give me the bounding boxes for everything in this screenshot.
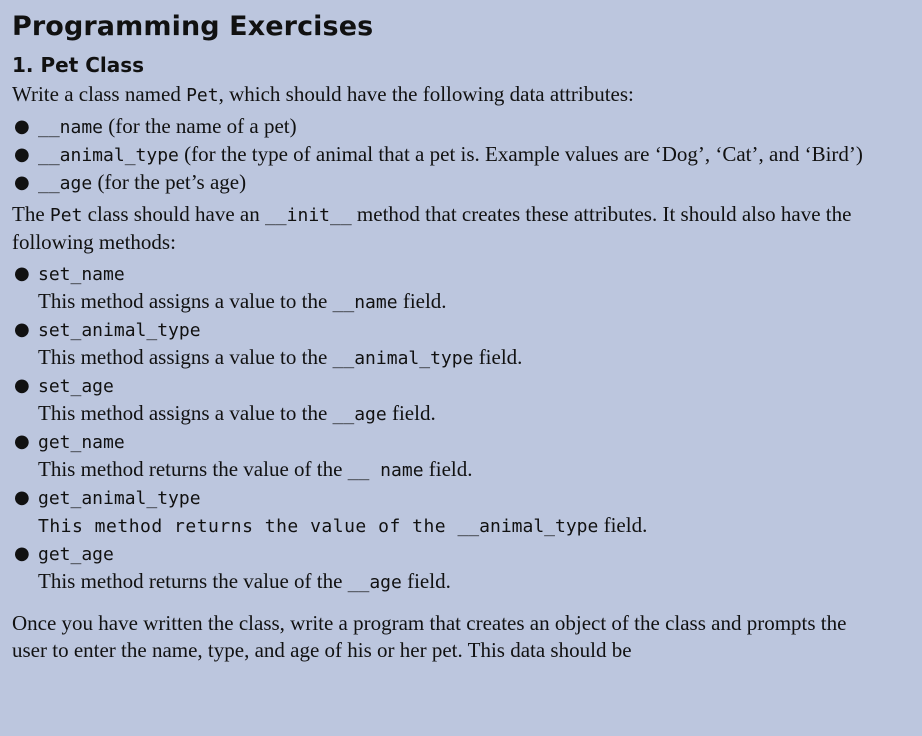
method-desc-text: This method returns the value of the (38, 457, 348, 481)
method-desc-text: This method assigns a value to the (38, 401, 333, 425)
method-field: __age (332, 404, 387, 425)
method-desc-end: field. (598, 513, 648, 537)
attribute-text: (for the name of a pet) (103, 114, 297, 138)
method-desc-text: This method returns the value of the (38, 569, 348, 593)
method-desc-text: This method returns the value of the (38, 516, 458, 537)
bullet-icon: ● (14, 144, 30, 165)
list-item (12, 141, 870, 169)
method-description (38, 568, 870, 596)
exercise-title-code: Pet (40, 53, 79, 77)
method-description (38, 456, 870, 484)
method-name: set_name (38, 264, 125, 285)
method-field: __age (347, 572, 402, 593)
bullet-icon: ● (14, 487, 30, 508)
list-item (12, 260, 870, 316)
list-item (12, 428, 870, 484)
method-name: set_age (38, 376, 114, 397)
method-field: __name (332, 292, 398, 313)
method-description (38, 344, 870, 372)
bullet-icon: ● (14, 375, 30, 396)
list-item (12, 540, 870, 596)
list-item (12, 113, 870, 141)
method-desc-text: This method assigns a value to the (38, 345, 333, 369)
attribute-code: __name (38, 117, 104, 138)
attribute-text: (for the type of animal that a pet is. Example values are ‘Dog’, ‘Cat’, and ‘Bird’) (178, 142, 863, 166)
bullet-icon: ● (14, 172, 30, 193)
attribute-code: __age (38, 173, 93, 194)
method-name: get_name (38, 432, 125, 453)
method-desc-end: field. (401, 569, 451, 593)
bullet-icon: ● (14, 263, 30, 284)
method-desc-end: field. (423, 457, 473, 481)
method-field: __ name (347, 460, 424, 481)
method-name: set_animal_type (38, 320, 201, 341)
method-description (38, 288, 870, 316)
exercise-title (12, 51, 870, 79)
list-item (12, 372, 870, 428)
bullet-icon: ● (14, 543, 30, 564)
attributes-list (12, 113, 870, 197)
intro-text-2: , which should have the following data attributes: (218, 82, 634, 106)
init-code-1: Pet (49, 205, 83, 226)
method-desc-end: field. (397, 289, 447, 313)
method-name: get_animal_type (38, 488, 201, 509)
attribute-text: (for the pet’s age) (92, 170, 247, 194)
intro-paragraph (12, 81, 870, 109)
page-title: Programming Exercises (12, 11, 374, 42)
final-paragraph: Once you have written the class, write a program that creates an object of the class and prompts the user to enter the name, type, and age of his or her pet. This data should be (12, 611, 847, 662)
method-name: get_age (38, 544, 114, 565)
exercise-number: 1. (12, 53, 34, 77)
init-paragraph (12, 201, 870, 256)
list-item (12, 484, 870, 540)
method-desc-end: field. (473, 345, 523, 369)
intro-text-1: Write a class named (12, 82, 187, 106)
bullet-icon: ● (14, 319, 30, 340)
bullet-icon: ● (14, 431, 30, 452)
methods-list (12, 260, 870, 596)
method-field: __animal_type (457, 516, 599, 537)
init-text-1: The (12, 202, 50, 226)
list-item (12, 169, 870, 197)
exercise-title-rest: Class (85, 53, 145, 77)
method-description (38, 512, 870, 540)
method-description (38, 400, 870, 428)
init-text-2: class should have an (82, 202, 265, 226)
intro-code: Pet (186, 85, 219, 106)
method-field: __animal_type (332, 348, 474, 369)
bullet-icon: ● (14, 116, 30, 137)
method-desc-text: This method assigns a value to the (38, 289, 333, 313)
init-code-2: __init__ (264, 205, 352, 226)
method-desc-end: field. (386, 401, 436, 425)
list-item (12, 316, 870, 372)
init-text-3: method that creates these attributes. It should also have the following methods: (12, 202, 852, 254)
attribute-code: __animal_type (38, 145, 179, 166)
